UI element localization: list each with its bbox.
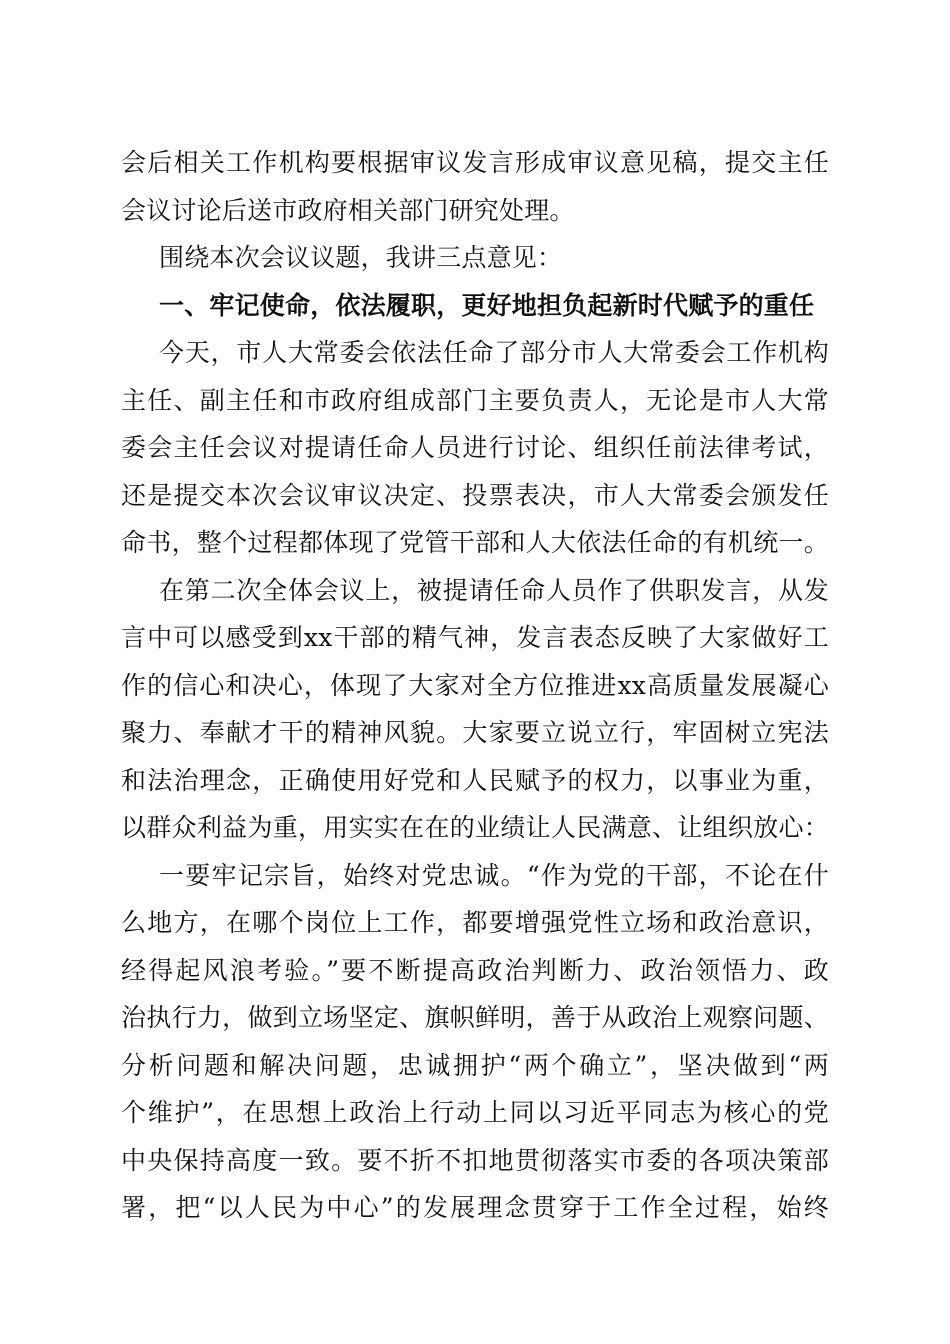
text-line: 以群众利益为重，用实实在在的业绩让人民满意、让组织放心： (121, 813, 829, 842)
text-line: 一要牢记宗旨，始终对党忠诚。“作为党的干部，不论在什 (159, 860, 829, 890)
text-line: 还是提交本次会议审议决定、投票表决，市人大常委会颁发任 (121, 480, 829, 510)
text-line: 署，把“以人民为中心”的发展理念贯穿于工作全过程，始终 (121, 1193, 829, 1222)
text-line: 经得起风浪考验。”要不断提高政治判断力、政治领悟力、政 (121, 955, 829, 985)
text-line: 今天，市人大常委会依法任命了部分市人大常委会工作机构 (159, 338, 829, 367)
text-line: 和法治理念，正确使用好党和人民赋予的权力，以事业为重， (121, 765, 829, 795)
text-line: 治执行力，做到立场坚定、旗帜鲜明，善于从政治上观察问题、 (121, 1003, 829, 1032)
text-line: 命书，整个过程都体现了党管干部和人大依法任命的有机统一。 (121, 528, 829, 557)
text-line: 作的信心和决心，体现了大家对全方位推进xx高质量发展凝心 (121, 670, 829, 700)
text-line: 么地方，在哪个岗位上工作，都要增强党性立场和政治意识， (121, 908, 829, 937)
text-line: 会议讨论后送市政府相关部门研究处理。 (121, 195, 575, 225)
text-line: 在第二次全体会议上，被提请任命人员作了供职发言，从发 (159, 575, 829, 605)
text-line: 主任、副主任和市政府组成部门主要负责人，无论是市人大常 (121, 385, 829, 415)
section-heading: 一、牢记使命，依法履职，更好地担负起新时代赋予的重任 (159, 290, 815, 320)
text-line: 会后相关工作机构要根据审议发言形成审议意见稿，提交主任 (121, 148, 829, 177)
document-body (121, 139, 829, 1232)
text-line: 分析问题和解决问题，忠诚拥护“两个确立”，坚决做到“两 (121, 1050, 829, 1080)
text-line: 言中可以感受到xx干部的精气神，发言表态反映了大家做好工 (121, 623, 829, 652)
text-line: 中央保持高度一致。要不折不扣地贯彻落实市委的各项决策部 (121, 1145, 829, 1175)
text-line: 围绕本次会议议题，我讲三点意见： (159, 243, 563, 272)
text-line: 委会主任会议对提请任命人员进行讨论、组织任前法律考试， (121, 433, 829, 462)
text-line: 个维护”，在思想上政治上行动上同以习近平同志为核心的党 (121, 1098, 829, 1127)
text-line: 聚力、奉献才干的精神风貌。大家要立说立行，牢固树立宪法 (121, 718, 829, 747)
